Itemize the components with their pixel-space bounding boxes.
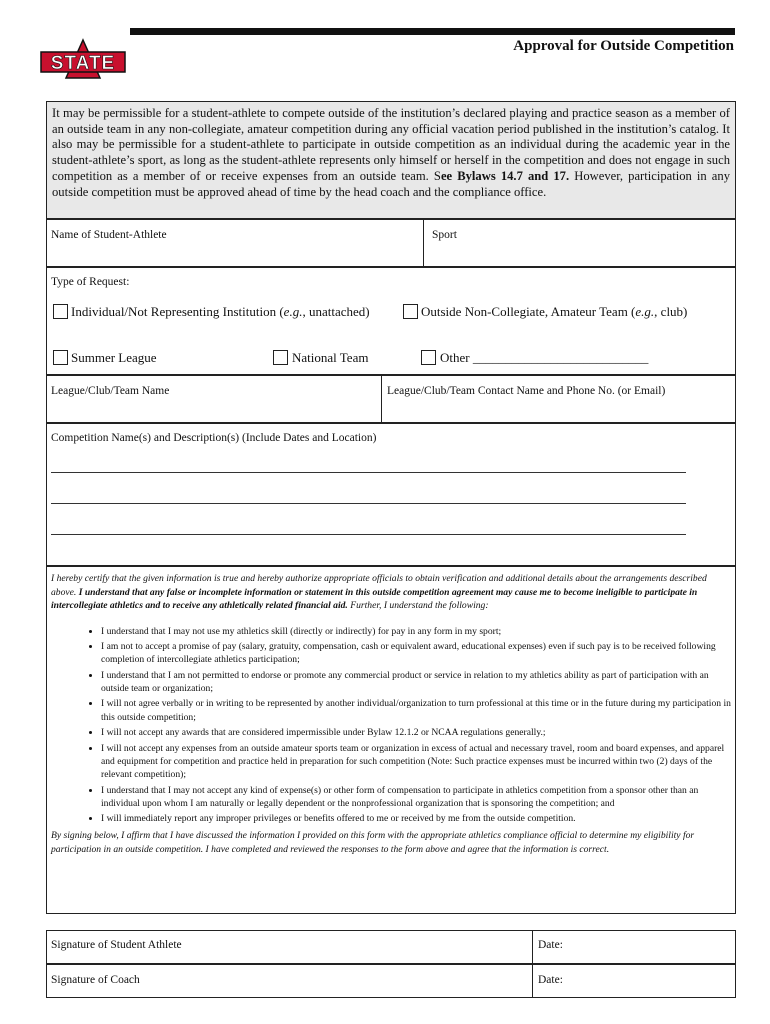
logo-text: STATE [50, 53, 116, 74]
certification-intro: I hereby certify that the given information is true and hereby authorize appropriate officials to obtain verification and additional details about the arrangements described above. I understand that any false or incomplete information or statement in this outside competition agreement may cause me to become ineligible to participate in intercollegiate athletics and to receive any athletically related financial aid. Further, I understand the following: [51, 573, 707, 611]
intro-bylaws-reference: ee Bylaws 14.7 and 17. [440, 168, 570, 183]
certification-list [51, 625, 731, 826]
certification-item: • I understand that I am not permitted to endorse or promote any commercial product or service in relation to my athletics ability as part of participation with an outside team or organization; [101, 669, 731, 695]
summer-league-checkbox[interactable] [53, 350, 68, 365]
row-divider [532, 931, 533, 963]
coach-signature-label: Signature of Coach [51, 974, 140, 986]
competition-line-3[interactable] [51, 534, 686, 535]
outside-team-option-label: Outside Non-Collegiate, Amateur Team (e.g., club) [421, 304, 688, 319]
competition-line-1[interactable] [51, 472, 686, 473]
student-name-label: Name of Student-Athlete [51, 229, 167, 241]
outside-team-checkbox[interactable] [403, 304, 418, 319]
certification-item: • I will immediately report any improper privileges or benefits offered to me or received by me from the outside competition. [101, 812, 731, 825]
certification-item: • I understand that I may not accept any kind of expense(s) or other form of compensation to participate in athletics competition from a sponsor other than an individual upon whom I am naturally or legally dependent or the nonprofessional organization that is sponsoring the competition; and [101, 784, 731, 810]
coach-date-label: Date: [538, 974, 563, 986]
coach-signature-row [46, 964, 736, 998]
athlete-date-label: Date: [538, 939, 563, 951]
competition-line-2[interactable] [51, 503, 686, 504]
certification-item: • I will not accept any awards that are considered impermissible under Bylaw 12.1.2 or NCAA regulations generally.; [101, 726, 731, 739]
row-divider [381, 376, 382, 422]
other-checkbox[interactable] [421, 350, 436, 365]
certification-item: • I will not agree verbally or in writing to be represented by another individual/organization to turn professional at this time or in the future during my participation in this outside competition; [101, 697, 731, 723]
other-label: Other ___________________________ [440, 350, 649, 365]
league-name-label: League/Club/Team Name [51, 385, 170, 397]
request-type-section [46, 267, 736, 375]
certification-item: • I will not accept any expenses from an outside amateur sports team or organization in excess of actual and necessary travel, room and board expenses, and apparel and equipment for competition and practice held in preparation for such competition (Note: Such practice expenses must be incurred within two (2) days of the relevant competition); [101, 742, 731, 782]
national-team-label: National Team [292, 350, 369, 365]
row-divider [532, 965, 533, 997]
intro-text-start: It may be permissible for a student-athlete to compete outside of the institution’s declared playing and practice season as a member of an outside team in any non-collegiate, amateur competition during any official vacation period published in the institution’s catalog. It also may be permissible for a student-athlete to participate in outside competition as an individual during the academic year in the student-athlete’s sport, as long as the student-athlete represents only himself or herself in the competition and does not engage in such competition as a member of or receive expenses from an outside team. S [52, 106, 730, 183]
intro-paragraph [46, 101, 736, 219]
certification-section [46, 566, 736, 914]
summer-league-label: Summer League [71, 350, 157, 365]
page-title: Approval for Outside Competition [513, 38, 734, 54]
request-type-label: Type of Request: [51, 276, 130, 288]
row-divider [423, 220, 424, 266]
header-rule [130, 28, 735, 35]
arkansas-state-logo [38, 38, 128, 80]
competition-section [46, 423, 736, 566]
intro-text-end: However, participation in any outside competition must be approved ahead of time by the head coach and the compliance office. [52, 168, 730, 199]
certification-item: • I understand that I may not use my athletics skill (directly or indirectly) for pay in any form in my sport; [101, 625, 731, 638]
league-contact-label: League/Club/Team Contact Name and Phone No. (or Email) [387, 385, 666, 397]
athlete-signature-label: Signature of Student Athlete [51, 939, 182, 951]
national-team-checkbox[interactable] [273, 350, 288, 365]
student-sport-row [46, 219, 736, 267]
individual-checkbox[interactable] [53, 304, 68, 319]
sport-label: Sport [432, 229, 457, 241]
certification-item: • I am not to accept a promise of pay (salary, gratuity, compensation, cash or equivalent award, educational expenses) even if such pay is to be received following completion of intercollegiate athletics participation; [101, 640, 731, 666]
league-row [46, 375, 736, 423]
certification-closing: By signing below, I affirm that I have discussed the information I provided on this form with the appropriate athletics compliance official to determine my eligibility for participation in an outside competition. I have completed and reviewed the responses to the form above and agree that the information is correct. [51, 830, 695, 855]
competition-label: Competition Name(s) and Description(s) (Include Dates and Location) [51, 432, 377, 444]
athlete-signature-row [46, 930, 736, 964]
individual-option-label: Individual/Not Representing Institution (e.g., unattached) [71, 304, 370, 319]
